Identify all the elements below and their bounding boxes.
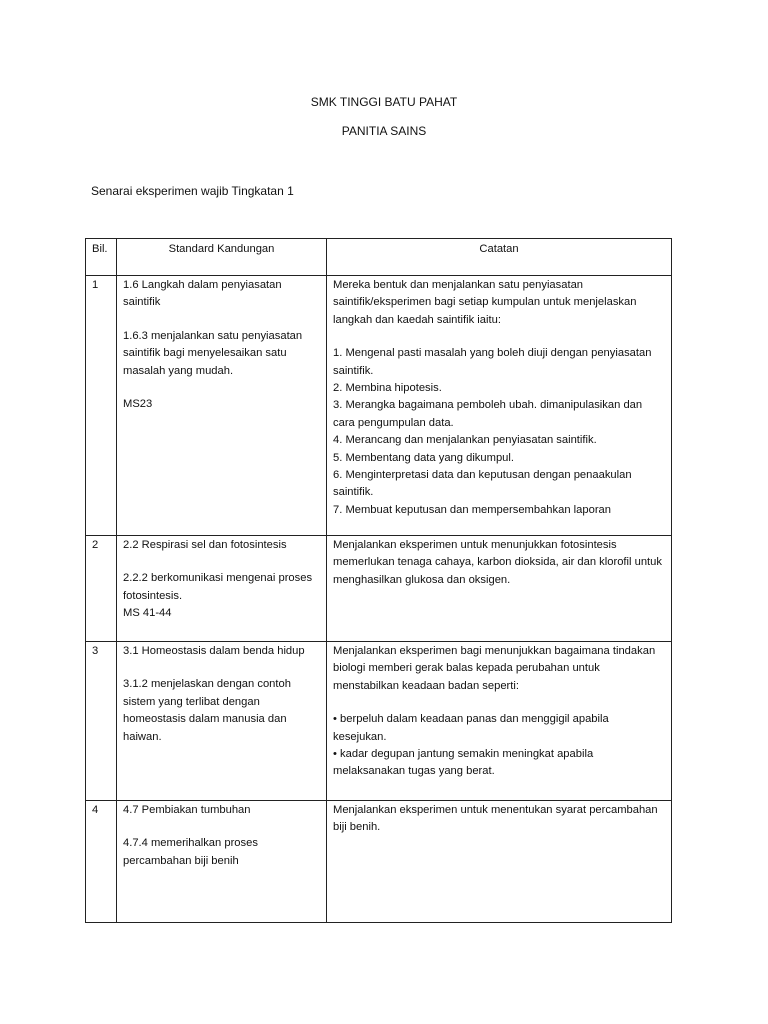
standard-cell (117, 801, 327, 923)
table-row (86, 801, 672, 923)
row-number: 4 (86, 801, 117, 923)
catatan-cell (327, 536, 672, 642)
catatan-list (333, 711, 665, 781)
table-row (86, 276, 672, 536)
catatan-item: 1. Mengenal pasti masalah yang boleh diuji dengan penyiasatan saintifik. (333, 347, 652, 377)
standard-title: 4.7 Pembiakan tumbuhan (123, 804, 251, 816)
catatan-item: 5. Membentang data yang dikumpul. (333, 451, 514, 464)
catatan-intro: Menjalankan eksperimen bagi menunjukkan bagaimana tindakan biologi memberi gerak balas kepada perubahan untuk menstabilkan keadaan badan seperti: (333, 645, 656, 692)
table-header-row (86, 239, 672, 276)
experiment-table (85, 238, 672, 923)
standard-cell (117, 276, 327, 536)
row-number: 3 (86, 642, 117, 801)
catatan-item: • berpeluh dalam keadaan panas dan menggigil apabila kesejukan. (333, 713, 609, 743)
catatan-intro: Menjalankan eksperimen untuk menunjukkan fotosintesis memerlukan tenaga cahaya, karbon dioksida, air dan klorofil untuk menghasilkan glukosa dan oksigen. (333, 539, 662, 586)
standard-detail: 4.7.4 memerihalkan proses percambahan biji benih (123, 837, 258, 867)
standard-cell (117, 536, 327, 642)
catatan-cell (327, 801, 672, 923)
row-number: 1 (86, 276, 117, 536)
school-name: SMK TINGGI BATU PAHAT (310, 95, 458, 109)
standard-title: 3.1 Homeostasis dalam benda hidup (123, 645, 305, 657)
standard-detail: 1.6.3 menjalankan satu penyiasatan saintifik bagi menyelesaikan satu masalah yang mudah. (123, 329, 303, 377)
catatan-intro: Menjalankan eksperimen untuk menentukan syarat percambahan biji benih. (333, 804, 658, 834)
table-row (86, 536, 672, 642)
catatan-item: 2. Membina hipotesis. (333, 382, 442, 395)
catatan-list (333, 345, 665, 519)
document-subtitle: Senarai eksperimen wajib Tingkatan 1 (91, 184, 294, 198)
row-number: 2 (86, 536, 117, 642)
catatan-item: • kadar degupan jantung semakin meningkat apabila melaksanakan tugas yang berat. (333, 748, 594, 778)
catatan-item: 3. Merangka bagaimana pemboleh ubah. dimanipulasikan dan cara pengumpulan data. (333, 399, 643, 429)
catatan-item: 6. Menginterpretasi data dan keputusan dengan penaakulan saintifik. (333, 469, 632, 499)
standard-reference: MS23 (123, 398, 153, 411)
catatan-intro: Mereka bentuk dan menjalankan satu penyiasatan saintifik/eksperimen bagi setiap kumpulan untuk menjelaskan langkah dan kaedah saintifik iaitu: (333, 279, 637, 326)
column-header-bil: Bil. (86, 239, 117, 276)
standard-detail: 3.1.2 menjelaskan dengan contoh sistem yang terlibat dengan homeostasis dalam manusia dan haiwan. (123, 678, 291, 743)
standard-cell (117, 642, 327, 801)
panel-name: PANITIA SAINS (341, 124, 427, 138)
standard-reference: MS 41-44 (123, 607, 172, 620)
standard-title: 2.2 Respirasi sel dan fotosintesis (123, 539, 287, 551)
column-header-catatan: Catatan (327, 239, 672, 276)
catatan-cell (327, 642, 672, 801)
catatan-item: 4. Merancang dan menjalankan penyiasatan saintifik. (333, 434, 597, 447)
standard-detail: 2.2.2 berkomunikasi mengenai proses fotosintesis. (123, 572, 313, 602)
standard-title: 1.6 Langkah dalam penyiasatan saintifik (123, 279, 282, 309)
column-header-standard: Standard Kandungan (117, 239, 327, 276)
table-row (86, 642, 672, 801)
catatan-cell (327, 276, 672, 536)
catatan-item: 7. Membuat keputusan dan mempersembahkan laporan (333, 503, 611, 516)
